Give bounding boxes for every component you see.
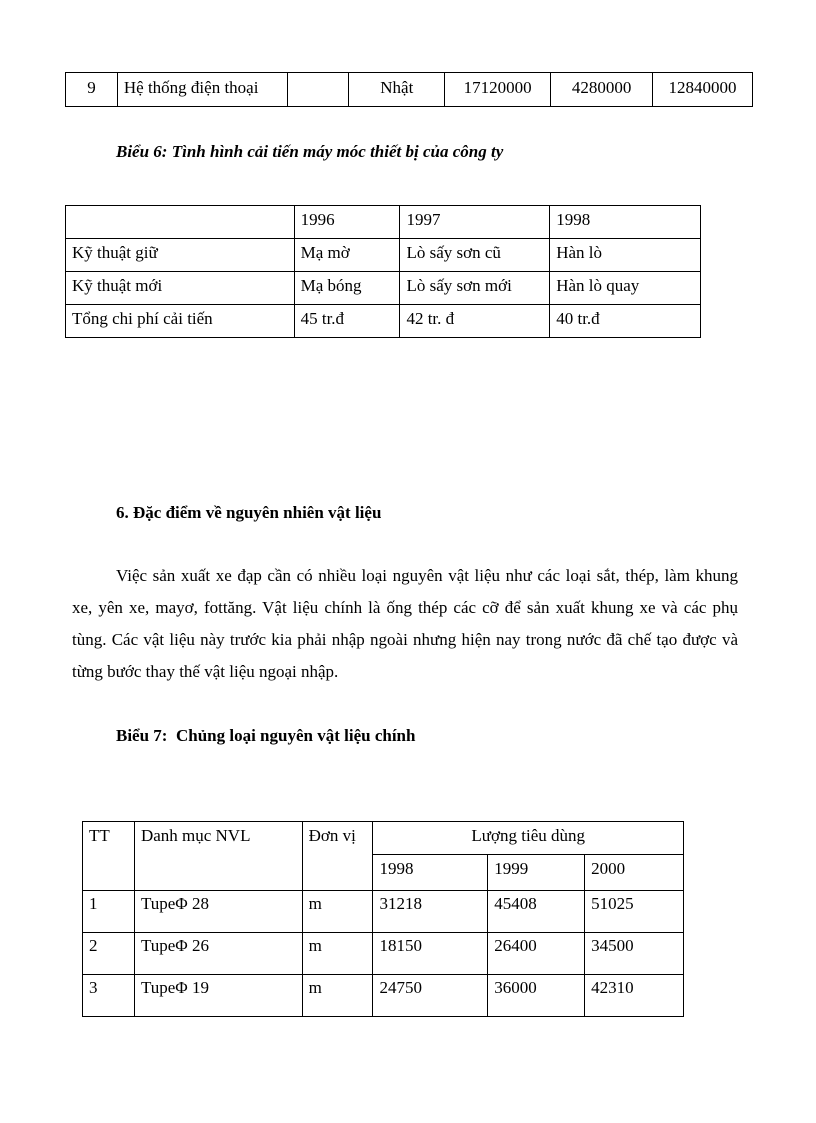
table-cell: 26400: [488, 933, 585, 975]
table-cell: Lò sấy sơn cũ: [400, 239, 550, 272]
cell-origin: Nhật: [349, 73, 445, 107]
table-cell: 51025: [585, 891, 684, 933]
table-header-row: [66, 206, 701, 239]
row-label: Kỹ thuật giữ: [66, 239, 295, 272]
table-cell: TupeΦ 26: [134, 933, 302, 975]
row-label: Kỹ thuật mới: [66, 272, 295, 305]
table-cell: Hàn lò quay: [550, 272, 701, 305]
table-cell: 36000: [488, 975, 585, 1017]
table-cell: 42310: [585, 975, 684, 1017]
header-cell-1997: 1997: [400, 206, 550, 239]
header-cell-blank: [66, 206, 295, 239]
table-cell: m: [302, 891, 373, 933]
header-cell-1998: 1998: [550, 206, 701, 239]
cell-value-2: 4280000: [551, 73, 653, 107]
header-year-2000: 2000: [585, 855, 684, 891]
table-cell: m: [302, 975, 373, 1017]
table-cell: 45408: [488, 891, 585, 933]
cell-value-1: 17120000: [445, 73, 551, 107]
header-year-1998: 1998: [373, 855, 488, 891]
table-cell: 18150: [373, 933, 488, 975]
table-row: [66, 73, 753, 107]
table-cell: 40 tr.đ: [550, 305, 701, 338]
header-consumption: Lượng tiêu dùng: [373, 822, 684, 855]
section-title: 6. Đặc điểm về nguyên nhiên vật liệu: [116, 503, 382, 522]
table-cell: TupeΦ 19: [134, 975, 302, 1017]
table-cell: Lò sấy sơn mới: [400, 272, 550, 305]
header-material-name: Danh mục NVL: [134, 822, 302, 891]
table-cell: 45 tr.đ: [294, 305, 400, 338]
header-year-1999: 1999: [488, 855, 585, 891]
table-row: [66, 239, 701, 272]
table-cell: m: [302, 933, 373, 975]
bieu6-table: [65, 205, 701, 338]
bieu7-caption: Biểu 7: Chủng loại nguyên vật liệu chính: [116, 726, 416, 745]
bieu6-caption: Biểu 6: Tình hình cải tiến máy móc thiết bị của công ty: [116, 142, 504, 161]
cell-value-3: 12840000: [653, 73, 753, 107]
cell-index: 9: [66, 73, 118, 107]
table-cell: 42 tr. đ: [400, 305, 550, 338]
cell-blank: [287, 73, 349, 107]
bieu7-table: [82, 821, 684, 1017]
table-row: [66, 305, 701, 338]
header-tt: TT: [83, 822, 135, 891]
equipment-table-continuation: [65, 72, 753, 107]
table-row: [66, 272, 701, 305]
header-unit: Đơn vị: [302, 822, 373, 891]
row-label: Tổng chi phí cải tiến: [66, 305, 295, 338]
header-cell-1996: 1996: [294, 206, 400, 239]
table-cell: Hàn lò: [550, 239, 701, 272]
table-row: [83, 975, 684, 1017]
table-cell: Mạ mờ: [294, 239, 400, 272]
table-cell: TupeΦ 28: [134, 891, 302, 933]
cell-equipment-name: Hệ thống điện thoại: [117, 73, 287, 107]
table-cell: 31218: [373, 891, 488, 933]
table-header-row: [83, 822, 684, 855]
table-cell: 34500: [585, 933, 684, 975]
table-cell: 3: [83, 975, 135, 1017]
section-paragraph: Việc sản xuất xe đạp cần có nhiều loại nguyên vật liệu như các loại sắt, thép, làm khung xe, yên xe, mayơ, fottăng. Vật liệu chính là ống thép các cỡ để sản xuất khung xe và các phụ tùng. Các vật liệu này trước kia phải nhập ngoài nhưng hiện nay trong nước đã chế tạo được và từng bước thay thế vật liệu ngoại nhập.: [72, 566, 738, 681]
table-cell: 1: [83, 891, 135, 933]
table-row: [83, 891, 684, 933]
table-cell: 24750: [373, 975, 488, 1017]
table-row: [83, 933, 684, 975]
table-cell: 2: [83, 933, 135, 975]
table-cell: Mạ bóng: [294, 272, 400, 305]
